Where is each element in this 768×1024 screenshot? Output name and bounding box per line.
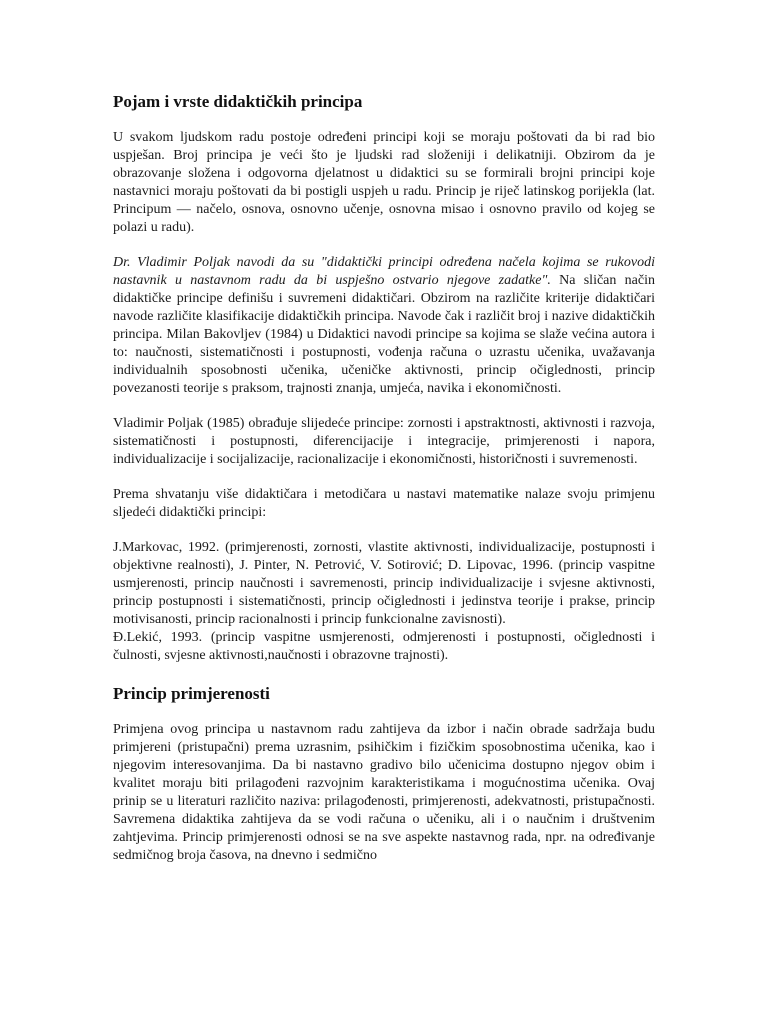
paragraph: Vladimir Poljak (1985) obrađuje slijedeće principe: zornosti i apstraktnosti, aktivnosti i razvoja, sistematičnosti i postupnosti, diferencijacije i integracije, primjerenosti i napora, individualizacije i socijalizacije, racionalizacije i ekonomičnosti, historičnosti i suvremenosti. — [113, 416, 655, 467]
paragraph: Primjena ovog principa u nastavnom radu zahtijeva da izbor i način obrade sadržaja budu primjereni (pristupačni) prema uzrasnim, psihičkim i fizičkim sposobnostima učenika, kao i njegovim interesovanjima. Da bi nastavno gradivo bilo učenicima dostupno njegov obim i kvalitet moraju biti prilagođeni razvojnim karakteristikama i mogućnostima učenika. Ovaj prinip se u literaturi različito naziva: prilagođenosti, primjerenosti, adekvatnosti, pristupačnosti. Savremena didaktika zahtijeva da se vodi računa o učeniku, ali i o naučnim i društvenim zahtjevima. Princip primjerenosti odnosi se na sve aspekte nastavnog rada, npr. na određivanje sedmičnog broja časova, na dnevno i sedmično — [113, 722, 655, 863]
section-title: Pojam i vrste didaktičkih principa — [113, 92, 363, 111]
paragraph: J.Markovac, 1992. (primjerenosti, zornosti, vlastite aktivnosti, individualizacije, postupnosti i objektivne realnosti), J. Pinter, N. Petrović, V. Sotirović; D. Lipovac, 1996. (princip vaspitne usmjerenosti, princip naučnosti i savremenosti, princip individualizacije i svjesne aktivnosti, princip postupnosti i sistematičnosti, princip očiglednosti i jedinstva teorije i prakse, princip motivisanosti, princip racionalnosti i princip funkcionalne zavisnosti). — [113, 540, 655, 627]
quote-text: Dr. Vladimir Poljak navodi da su "didaktički principi određena načela kojima se rukovodi nastavnik u nastavnom radu da bi uspješno ostvario njegove zadatke". — [113, 255, 655, 288]
section-title: Princip primjerenosti — [113, 684, 270, 703]
paragraph-text: Na sličan način didaktičke principe definišu i suvremeni didaktičari. Obzirom na različite kriterije didaktičari navode različite klasifikacije didaktičkih principa. Navode čak i različit broj i nazive didaktičkih principa. Milan Bakovljev (1984) u Didaktici navodi principe sa kojima se slaže većina autora i to: naučnosti, sistematičnosti i postupnosti, vođenja računa o uzrastu učenika, uvažavanja individualnih sposobnosti učenika, učeničke aktivnosti, princip očiglednosti, princip povezanosti teorije s praksom, trajnosti znanja, umjeća, navika i ekonomičnosti. — [113, 273, 655, 396]
paragraph — [113, 254, 655, 398]
paragraph: Prema shvatanju više didaktičara i metodičara u nastavi matematike nalaze svoju primjenu sljedeći didaktički principi: — [113, 487, 655, 520]
document-page — [113, 90, 655, 882]
paragraph: Đ.Lekić, 1993. (princip vaspitne usmjerenosti, odmjerenosti i postupnosti, očiglednosti i čulnosti, svjesne aktivnosti,naučnosti i obrazovne trajnosti). — [113, 630, 655, 663]
paragraph: U svakom ljudskom radu postoje određeni principi koji se moraju poštovati da bi rad bio uspješan. Broj principa je veći što je ljudski rad složeniji i delikatniji. Obzirom da je obrazovanje složena i odgovorna djelatnost u didaktici su se formirali brojni principi koje nastavnici moraju poštovati da bi postigli uspjeh u radu. Princip je riječ latinskog porijekla (lat. Principum — načelo, osnova, osnovno učenje, osnovna misao i osnovno pravilo od kojeg se polazi u radu). — [113, 130, 655, 235]
